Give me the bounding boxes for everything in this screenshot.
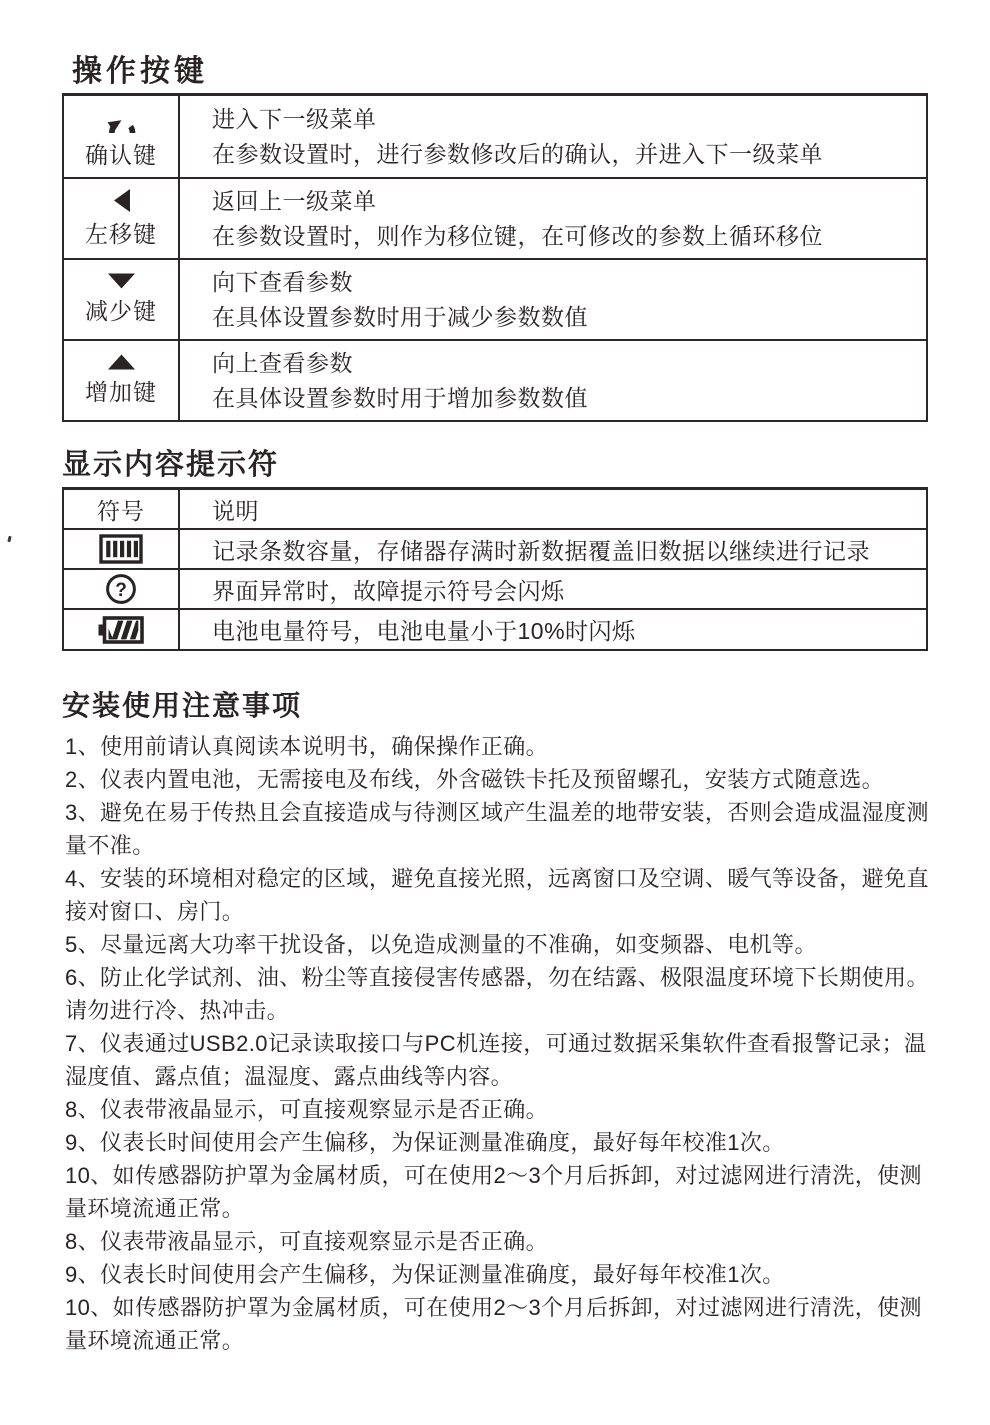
note-line: 接对窗口、房门。 [65,899,245,924]
key-desc-line: 在具体设置参数时用于减少参数数值 [212,303,588,330]
section-title-notes: 安装使用注意事项 [62,690,303,721]
note-line: 4、安装的环境相对稳定的区域，避免直接光照，远离窗口及空调、暖气等设备，避免直 [65,866,929,891]
note-line: 6、防止化学试剂、油、粉尘等直接侵害传感器，勿在结露、极限温度环境下长期使用。 [65,965,929,990]
section-title-symbols: 显示内容提示符 [62,449,280,481]
note-line: 10、如传感器防护罩为金属材质，可在使用2～3个月后拆卸，对过滤网进行清洗，使测 [65,1163,922,1188]
column-header-symbol: 符号 [97,497,145,524]
key-desc-left [178,177,926,258]
key-desc-line: 返回上一级菜单 [212,187,377,214]
symbol-description: 界面异常时，故障提示符号会闪烁 [178,568,926,608]
section-title-keys: 操作按键 [72,55,208,88]
note-line: 量不准。 [65,833,155,858]
key-desc-line: 在参数设置时，进行参数修改后的确认，并进入下一级菜单 [212,140,823,167]
note-line: 9、仪表长时间使用会产生偏移，为保证测量准确度，最好每年校准1次。 [65,1262,785,1287]
key-name: 左移键 [85,220,157,247]
key-desc-line: 向下查看参数 [212,268,353,295]
key-desc-confirm [178,96,926,177]
key-desc-line: 进入下一级菜单 [212,105,377,132]
stray-mark [7,536,11,543]
question-glyph: ? [115,580,127,601]
note-line: 1、使用前请认真阅读本说明书，确保操作正确。 [65,734,549,759]
question-circle-icon [105,573,137,605]
installation-notes-list [65,730,955,1357]
up-triangle-icon [108,354,135,370]
symbol-cell-battery [64,608,178,649]
note-line: 8、仪表带液晶显示，可直接观察显示是否正确。 [65,1229,549,1254]
note-line: 请勿进行冷、热冲击。 [65,998,290,1023]
note-line: 9、仪表长时间使用会产生偏移，为保证测量准确度，最好每年校准1次。 [65,1130,785,1155]
battery-level-icon [98,616,144,644]
note-line: 8、仪表带液晶显示，可直接观察显示是否正确。 [65,1097,549,1122]
key-desc-decrease [178,258,926,339]
key-cell-confirm [64,96,178,177]
note-line: 量环境流通正常。 [65,1328,245,1353]
column-header-description: 说明 [178,490,926,528]
key-name: 确认键 [85,142,157,168]
symbols-table [62,487,928,651]
key-desc-line: 向上查看参数 [212,349,353,376]
note-line: 湿度值、露点值；温湿度、露点曲线等内容。 [65,1064,514,1089]
note-line: 10、如传感器防护罩为金属材质，可在使用2～3个月后拆卸，对过滤网进行清洗，使测 [65,1295,922,1320]
confirm-curved-arrow-icon [103,103,139,133]
note-line: 3、避免在易于传热且会直接造成与待测区域产生温差的地带安装，否则会造成温湿度测 [65,800,929,825]
key-cell-increase [64,339,178,420]
note-line: 7、仪表通过USB2.0记录读取接口与PC机连接，可通过数据采集软件查看报警记录；温 [65,1031,927,1056]
key-name: 增加键 [85,379,157,405]
key-desc-increase [178,339,926,420]
symbol-cell-question [64,568,178,608]
left-triangle-icon [113,189,130,212]
key-desc-line: 在参数设置时，则作为移位键，在可修改的参数上循环移位 [212,222,823,249]
symbol-description: 记录条数容量，存储器存满时新数据覆盖旧数据以继续进行记录 [178,528,926,568]
memory-capacity-icon [99,534,143,564]
note-line: 5、尽量远离大功率干扰设备，以免造成测量的不准确，如变频器、电机等。 [65,932,817,957]
symbol-cell-memory [64,528,178,568]
key-cell-left [64,177,178,258]
keys-table [62,93,928,422]
down-triangle-icon [108,273,135,289]
key-cell-decrease [64,258,178,339]
key-desc-line: 在具体设置参数时用于增加参数数值 [212,384,588,411]
key-name: 减少键 [85,298,157,324]
symbol-description: 电池电量符号，电池电量小于10%时闪烁 [178,608,926,649]
note-line: 量环境流通正常。 [65,1196,245,1221]
note-line: 2、仪表内置电池，无需接电及布线，外含磁铁卡托及预留螺孔，安装方式随意选。 [65,767,885,792]
